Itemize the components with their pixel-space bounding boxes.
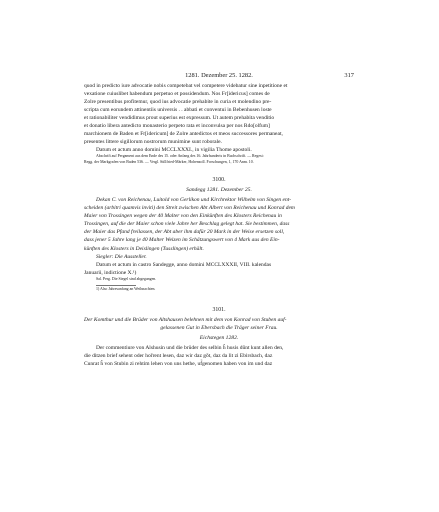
- source-note-line: Sal. Perg. Die Siegel sind abgegangen.: [96, 276, 157, 281]
- source-note-line: Abschrift auf Pergament aus dem Ende des 15. oder Anfang des 16. Jahrhunderts in Buchschrift. — Regest:: [96, 154, 264, 159]
- place-date-heading: Eichstegen 1282.: [199, 334, 239, 341]
- title-line: Der Komthur und die Brüder von Altshausen belehnen mit dem von Konrad von Stuben auf-: [84, 316, 287, 323]
- document-3101: [84, 307, 354, 368]
- text-line: Cunrat ĥ von Stubin zi rehtim lehen von uns hethe, uf̃genomen haben von im und daz: [84, 360, 273, 367]
- text-line: Der commentiure von Alshusin und die brüder des selbin ĥ husis dǔnt kunt allen den,: [96, 344, 284, 351]
- source-note-line: Regg. der Markgrafen von Baden 536. — Vergl. Stillfried-Märker, Hohenzoll. Forschungen, 1, 170 Anm. 10.: [84, 160, 254, 165]
- page-number: 317: [344, 72, 354, 79]
- text-line: presentes littere sigillorum nostrorum munimine sunt roborale.: [84, 139, 222, 146]
- regest-line: scheiden (arbitri quamvis inviti) den Streit zwischen Abt Albert von Reichenau und Konrad dem: [84, 205, 295, 212]
- document-number: 3101.: [212, 306, 226, 313]
- text-line: marchionem de Baden et Fr[idericum] de Zolre antedictos et meos successores permaneat,: [84, 131, 283, 138]
- running-head-title: 1281. Dezember 25. 1282.: [185, 72, 253, 79]
- title-line: gelassenen Gut in Ebersbach die Träger seiner Frau.: [160, 324, 278, 331]
- running-head: [84, 72, 354, 82]
- siegler-line: Siegler: Die Aussteller.: [96, 253, 147, 260]
- text-line: die ditzen brief sehent oder hořrent lesen, daz wir daz gǒt, daz da lit zi Ebirsbach, daz: [84, 352, 273, 359]
- document-number: 3100.: [212, 177, 226, 184]
- text-line: quod in predicto iure advocatie nobis competebat vel competere videbatur sine inpetitione et: [84, 83, 288, 89]
- text-line: et donatio libera antedicto monasterio perpeto rata et inconvulsa per nos Rdo[olfum]: [84, 123, 270, 130]
- regest-line: Dekan C. von Reichenau, Luitold von Gerlikon und Kirchrektor Wilhelm von Singen ent-: [96, 197, 292, 204]
- regest-line: künften des Klosters in Deislingen (Tusslingen) erhält.: [84, 245, 204, 252]
- datum-line: Datum et actum anno domini MCCLXXXI., in vigilia Thome apostoli.: [96, 147, 252, 154]
- regest-line: Maier von Trossingen wegen der 40 Malter von den Einkünften des Klosters Reichenau in: [84, 213, 282, 220]
- place-date-heading: Sandegg 1281. Dezember 25.: [186, 187, 252, 194]
- text-line: et rationabiliter vendidimus prout superius est expressum. Ut autem prehabita venditio: [84, 115, 275, 122]
- datum-line: Januarii, indictione X.¹): [84, 269, 137, 276]
- document-page: [84, 72, 354, 368]
- footnote-rule: [96, 285, 136, 286]
- text-line: scripta cum eorundem attinentiis universis . . abbati et conventui in Bebenhusen loste: [84, 107, 272, 114]
- datum-line: Datum et actum in castro Sandegge, anno domini MCCLXXXII, VIII. kalendas: [96, 261, 272, 268]
- document-3099-continuation: [84, 82, 354, 166]
- regest-line: dass jener 5 Jahre lang je 40 Malter Weizen im Schätzungswert von 4 Mark aus den Ein-: [84, 237, 280, 244]
- regest-line: der Maier das Pfand freilassen, der Abt aber ihm dafür 20 Mark in der Weise ersetzen soll,: [84, 229, 285, 236]
- footnote: 1) Also Jahresanfang an Weihnachten.: [96, 286, 156, 291]
- text-line: Zolre presentibus profitemur, quod ius advocatie prehabite in curia et molendino pre-: [84, 99, 272, 106]
- text-line: vexatione cuiuslibet habendum perpetuo et possidendum. Nos Fr[idericus] comes de: [84, 91, 270, 98]
- regest-line: Trossingen, auf die der Maier schon viele Jahre her Beschlag gelegt hat. Sie bestimmen, dass: [84, 221, 290, 228]
- document-3100: [84, 177, 354, 292]
